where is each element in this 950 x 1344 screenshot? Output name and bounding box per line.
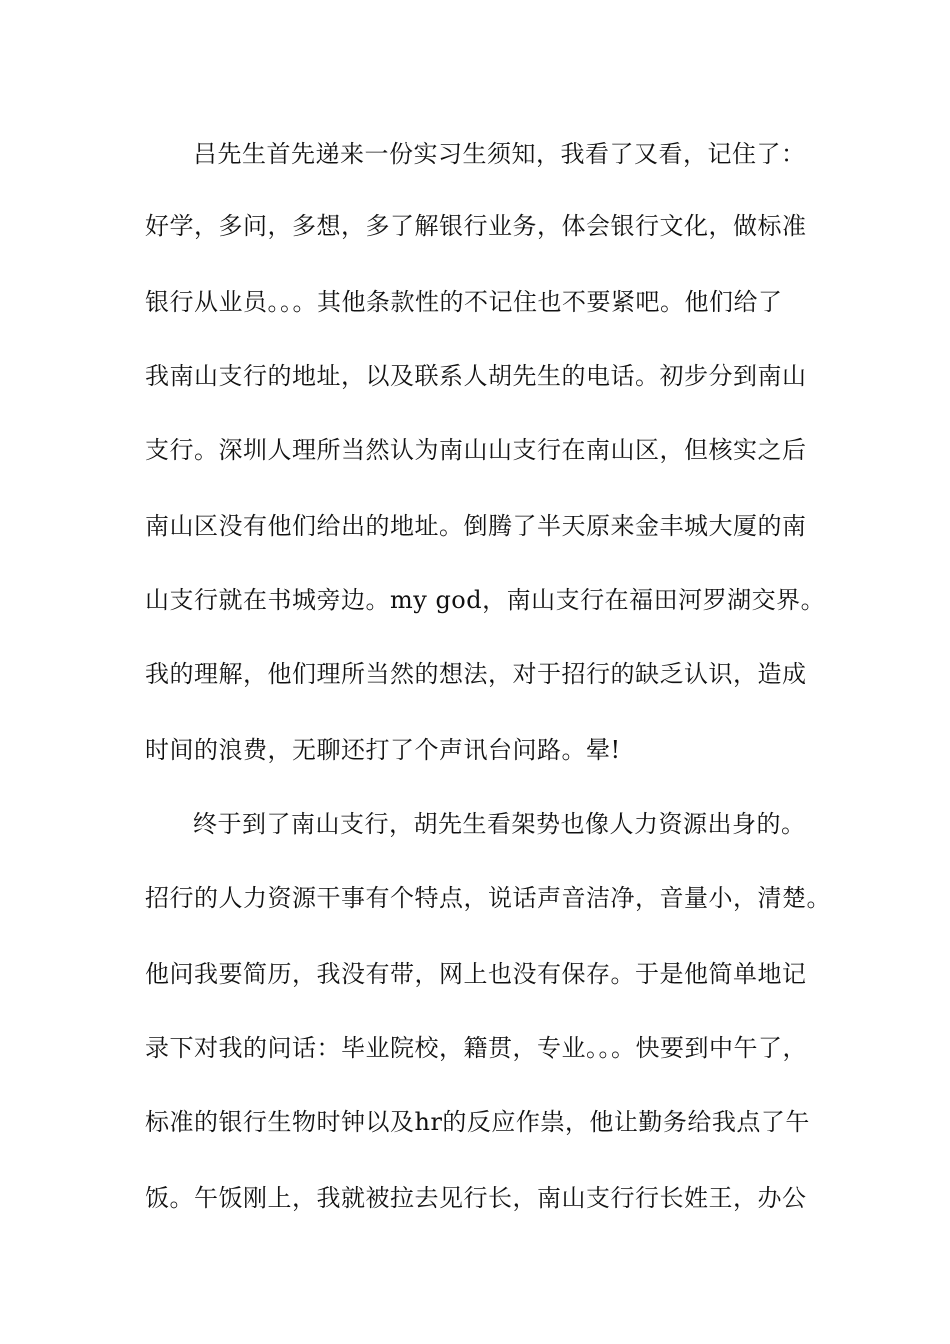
paragraph-line: 他问我要简历，我没有带，网上也没有保存。于是他简单地记	[145, 960, 807, 988]
paragraph-line: 录下对我的问话：毕业院校，籍贯，专业。。。快要到中午了，	[145, 1034, 807, 1062]
paragraph-line: 山支行就在书城旁边。my god，南山支行在福田河罗湖交界。	[145, 586, 826, 614]
paragraph-line: 我南山支行的地址，以及联系人胡先生的电话。初步分到南山	[145, 362, 807, 390]
paragraph-line: 标准的银行生物时钟以及hr的反应作祟，他让勤务给我点了午	[145, 1108, 810, 1136]
paragraph-line: 招行的人力资源干事有个特点，说话声音洁净，音量小，清楚。	[145, 884, 831, 912]
paragraph-line: 饭。午饭刚上，我就被拉去见行长，南山支行行长姓王，办公	[145, 1184, 807, 1212]
paragraph-line: 时间的浪费，无聊还打了个声讯台问路。晕!	[145, 736, 621, 764]
paragraph-line: 支行。深圳人理所当然认为南山山支行在南山区，但核实之后	[145, 436, 807, 464]
paragraph-line: 好学，多问，多想，多了解银行业务，体会银行文化，做标准	[145, 212, 807, 240]
paragraph-line: 银行从业员。。。其他条款性的不记住也不要紧吧。他们给了	[145, 288, 783, 316]
paragraph-line: 吕先生首先递来一份实习生须知，我看了又看，记住了：	[193, 140, 806, 168]
paragraph-line: 我的理解，他们理所当然的想法，对于招行的缺乏认识，造成	[145, 660, 807, 688]
paragraph-line: 南山区没有他们给出的地址。倒腾了半天原来金丰城大厦的南	[145, 512, 807, 540]
paragraph-line: 终于到了南山支行，胡先生看架势也像人力资源出身的。	[193, 810, 806, 838]
